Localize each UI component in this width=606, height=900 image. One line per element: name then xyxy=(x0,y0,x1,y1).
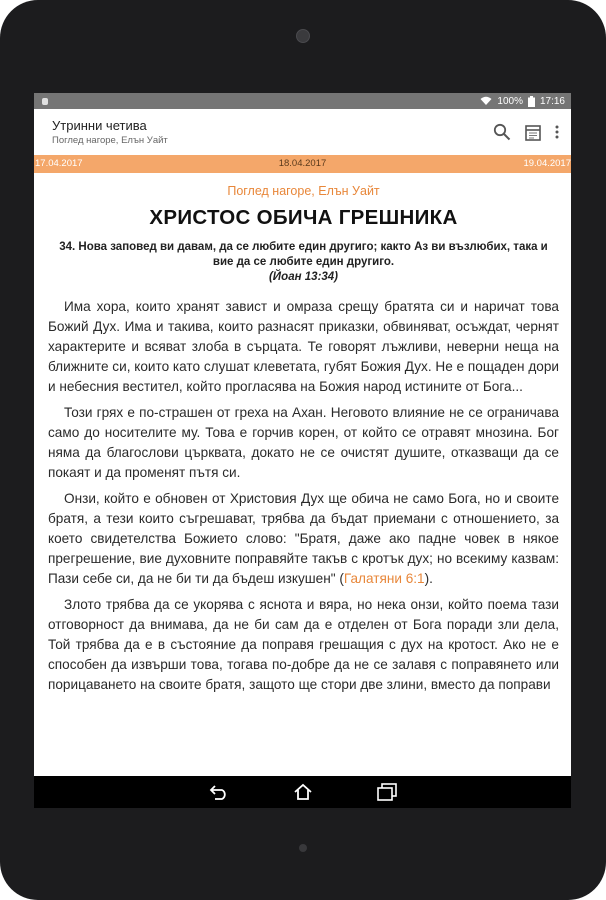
paragraph-text: Онзи, който е обновен от Христовия Дух ще обича не само Бога, но и своите братя, а тези които съгрешават, трябва да бъдат приемани с отношението, за което свидетелства Божието слово: "Братя, даже ако падне човек в някое прегрешение, вие духовните поправяйте такъв с кротък дух; но всекиму казвам: Пази себе си, да не би ти да бъдеш изкушен" ( xyxy=(48,491,559,586)
app-bar xyxy=(34,109,571,155)
reading-title: ХРИСТОС ОБИЧА ГРЕШНИКА xyxy=(149,206,458,229)
status-bar xyxy=(34,93,571,109)
search-icon[interactable] xyxy=(493,123,511,141)
app-subtitle: Поглед нагоре, Елън Уайт xyxy=(52,134,168,146)
verse-text: 34. Нова заповед ви давам, да се любите един другиго; както Аз ви възлюбих, така и вие да се любите един другиго. xyxy=(59,241,548,268)
battery-percent: 100% xyxy=(497,95,523,107)
camera xyxy=(296,29,310,43)
paragraph: Има хора, които хранят завист и омраза срещу братята си и наричат това Божий Дух. Има и такива, които разнасят приказки, обвиняват, осъждат, чернят характерите и всяват злоба в сърцата. Те говорят лъжливи, неверни неща на ближните си, които като слушат клеветата, губят Божия Дух. Не е пощаден дори и небесния вестител, който прогласява на Божия народ истините от Бога... xyxy=(48,299,559,394)
date-next[interactable]: 19.04.2017 xyxy=(523,158,571,169)
wifi-icon xyxy=(480,96,492,106)
calendar-icon[interactable] xyxy=(525,124,541,141)
date-bar xyxy=(34,155,571,173)
verse-reference: (Йоан 13:34) xyxy=(268,271,339,283)
reading-author: Поглед нагоре, Елън Уайт xyxy=(227,184,380,198)
screen xyxy=(34,93,571,776)
home-icon[interactable] xyxy=(293,783,313,801)
reading-verse xyxy=(56,240,551,285)
nav-bar xyxy=(34,776,571,808)
more-vert-icon[interactable] xyxy=(555,125,559,139)
paragraph-text: ). xyxy=(424,571,433,586)
date-current: 18.04.2017 xyxy=(278,158,327,169)
notification-icon xyxy=(42,98,48,105)
paragraph: Този грях е по-страшен от греха на Ахан. Неговото влияние не се ограничава само до носителите му. Това е горчив корен, от който се отравят мнозина. Бог няма да благослови църквата, докато не се очистят душите, отказващи да се покаят и да променят пътя си. xyxy=(48,405,559,480)
reading-content[interactable] xyxy=(34,173,571,695)
recents-icon[interactable] xyxy=(377,783,397,801)
status-time: 17:16 xyxy=(539,95,565,107)
date-prev[interactable]: 17.04.2017 xyxy=(35,158,83,169)
back-icon[interactable] xyxy=(209,784,229,800)
sensor xyxy=(299,844,307,852)
app-title: Утринни четива xyxy=(52,117,147,133)
battery-icon xyxy=(528,96,535,107)
scripture-link[interactable]: Галатяни 6:1 xyxy=(343,571,425,586)
paragraph: Злото трябва да се укорява с яснота и вяра, но нека онзи, който поема тази отговорност да внимава, да не би сам да е отделен от Бога поради зли дела, Той трябва да е в състояние да поправя грешащия с дух на кротост. Ако не е способен да извърши това, тогава по-добре да не се залавя с поправянето или порицаването на своите братя, защото ще стори две злини, вместо да поправи xyxy=(48,597,559,692)
paragraph xyxy=(48,489,559,589)
